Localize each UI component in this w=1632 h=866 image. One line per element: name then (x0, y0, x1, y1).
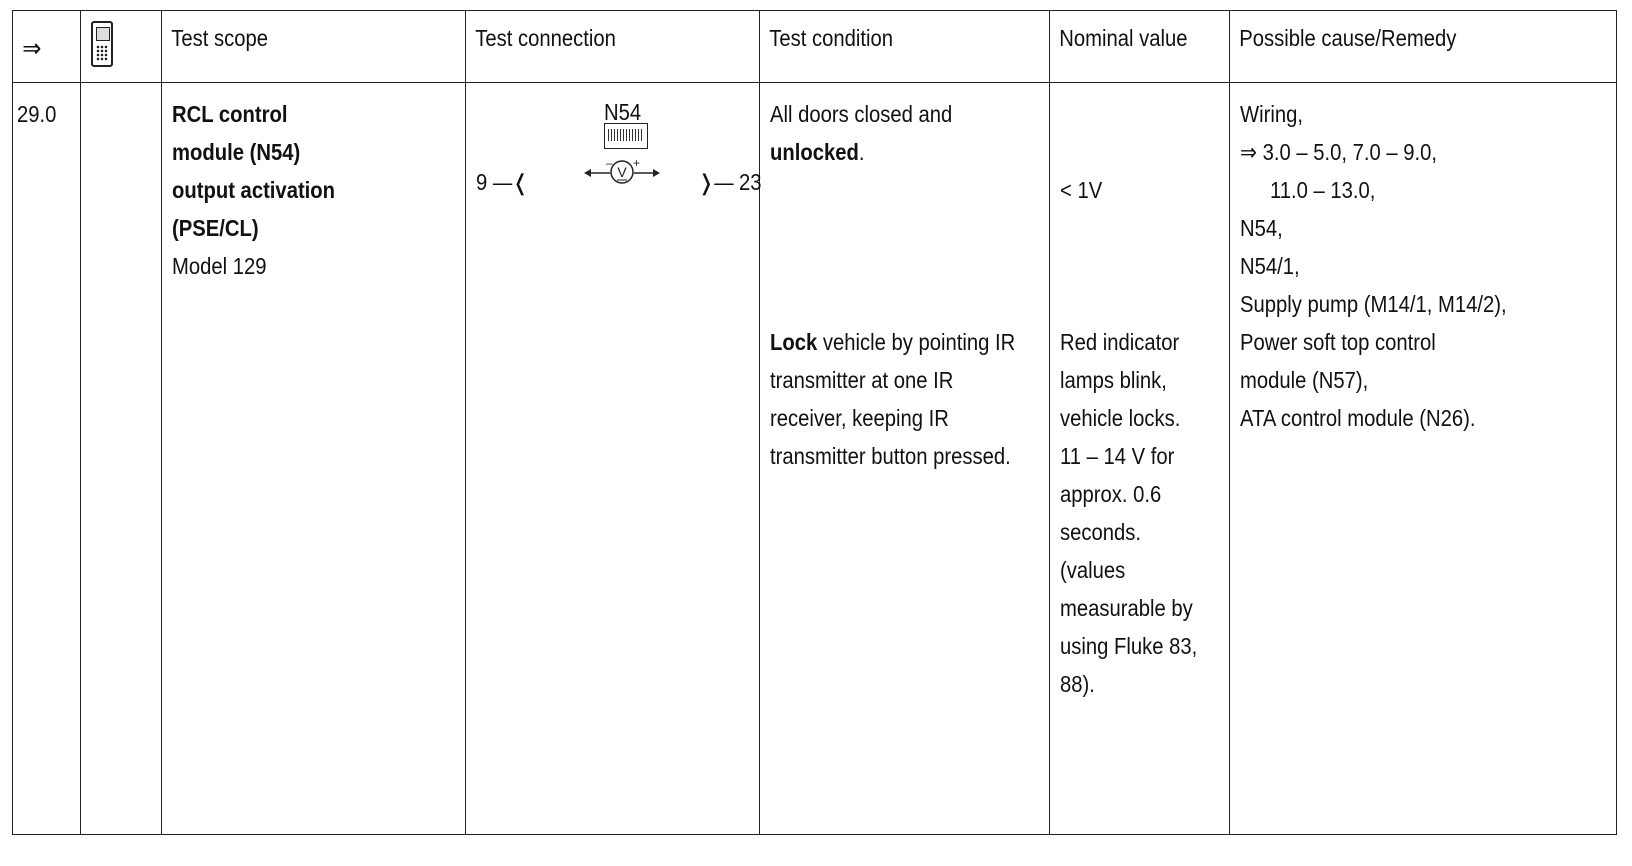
svg-text:–: – (606, 156, 613, 170)
nominal-line: (values (1060, 557, 1126, 583)
condition2-line-2: transmitter at one IR (770, 367, 954, 393)
nominal-value-1: < 1V (1060, 177, 1103, 203)
meter-symbol: V (617, 164, 627, 180)
nominal-value-cell (1050, 83, 1230, 835)
cause-line: 11.0 – 13.0, (1270, 177, 1376, 203)
nominal-line: vehicle locks. (1060, 405, 1181, 431)
pin-right: ❭— 23 (698, 169, 762, 195)
header-tester-cell (81, 11, 162, 83)
header-test-condition: Test condition (760, 11, 1015, 83)
test-condition-cell (760, 83, 1050, 835)
voltmeter-icon (582, 155, 662, 191)
tester-cell (81, 83, 162, 835)
module-label: N54 (604, 99, 642, 125)
condition2-bold: Lock (770, 329, 818, 355)
header-arrow: ⇒ (13, 11, 73, 83)
svg-text:+: + (633, 156, 641, 170)
nominal-line: approx. 0.6 (1060, 481, 1162, 507)
scope-line-4: (PSE/CL) (172, 215, 259, 241)
cause-line: Supply pump (M14/1, M14/2), (1240, 291, 1507, 317)
pin-left: 9 —❬ (476, 169, 529, 195)
nominal-line: 88). (1060, 671, 1095, 697)
nominal-line: measurable by (1060, 595, 1193, 621)
connection-diagram (466, 91, 762, 211)
nominal-line: using Fluke 83, (1060, 633, 1198, 659)
scope-line-3: output activation (172, 177, 336, 203)
cause-line: module (N57), (1240, 367, 1369, 393)
condition1-bold: unlocked (770, 139, 859, 165)
condition2-line-1: vehicle by pointing IR (817, 329, 1016, 355)
scope-line-2: module (N54) (172, 139, 301, 165)
control-module-icon (604, 123, 648, 149)
header-test-connection: Test connection (466, 11, 725, 83)
header-nominal-value: Nominal value (1050, 11, 1208, 83)
cause-line: N54/1, (1240, 253, 1300, 279)
scope-line-5: Model 129 (172, 253, 267, 279)
cause-line: Power soft top control (1240, 329, 1436, 355)
step-cell (13, 83, 81, 835)
nominal-line: lamps blink, (1060, 367, 1167, 393)
possible-cause-cell (1230, 83, 1617, 835)
pin-right-number: 23 (738, 169, 762, 195)
header-possible-cause: Possible cause/Remedy (1230, 11, 1571, 83)
table-row (13, 83, 1617, 835)
nominal-line: seconds. (1060, 519, 1142, 545)
condition1-text: All doors closed and (770, 101, 953, 127)
handheld-tester-icon (91, 21, 113, 67)
step-number: 29.0 (17, 101, 57, 127)
header-row (13, 11, 1617, 83)
condition2-line-4: transmitter button pressed. (770, 443, 1011, 469)
nominal-line: Red indicator (1060, 329, 1180, 355)
test-scope-cell (162, 83, 466, 835)
condition1-end: . (858, 139, 865, 165)
test-table (12, 10, 1617, 835)
cause-line: ⇒ 3.0 – 5.0, 7.0 – 9.0, (1240, 139, 1438, 165)
header-test-scope: Test scope (162, 11, 430, 83)
cause-line: Wiring, (1240, 101, 1303, 127)
test-connection-cell (466, 83, 760, 835)
condition2-line-3: receiver, keeping IR (770, 405, 949, 431)
pin-left-number: 9 (476, 169, 488, 195)
scope-line-1: RCL control (172, 101, 288, 127)
cause-line: ATA control module (N26). (1240, 405, 1476, 431)
nominal-line: 11 – 14 V for (1060, 443, 1175, 469)
cause-line: N54, (1240, 215, 1283, 241)
